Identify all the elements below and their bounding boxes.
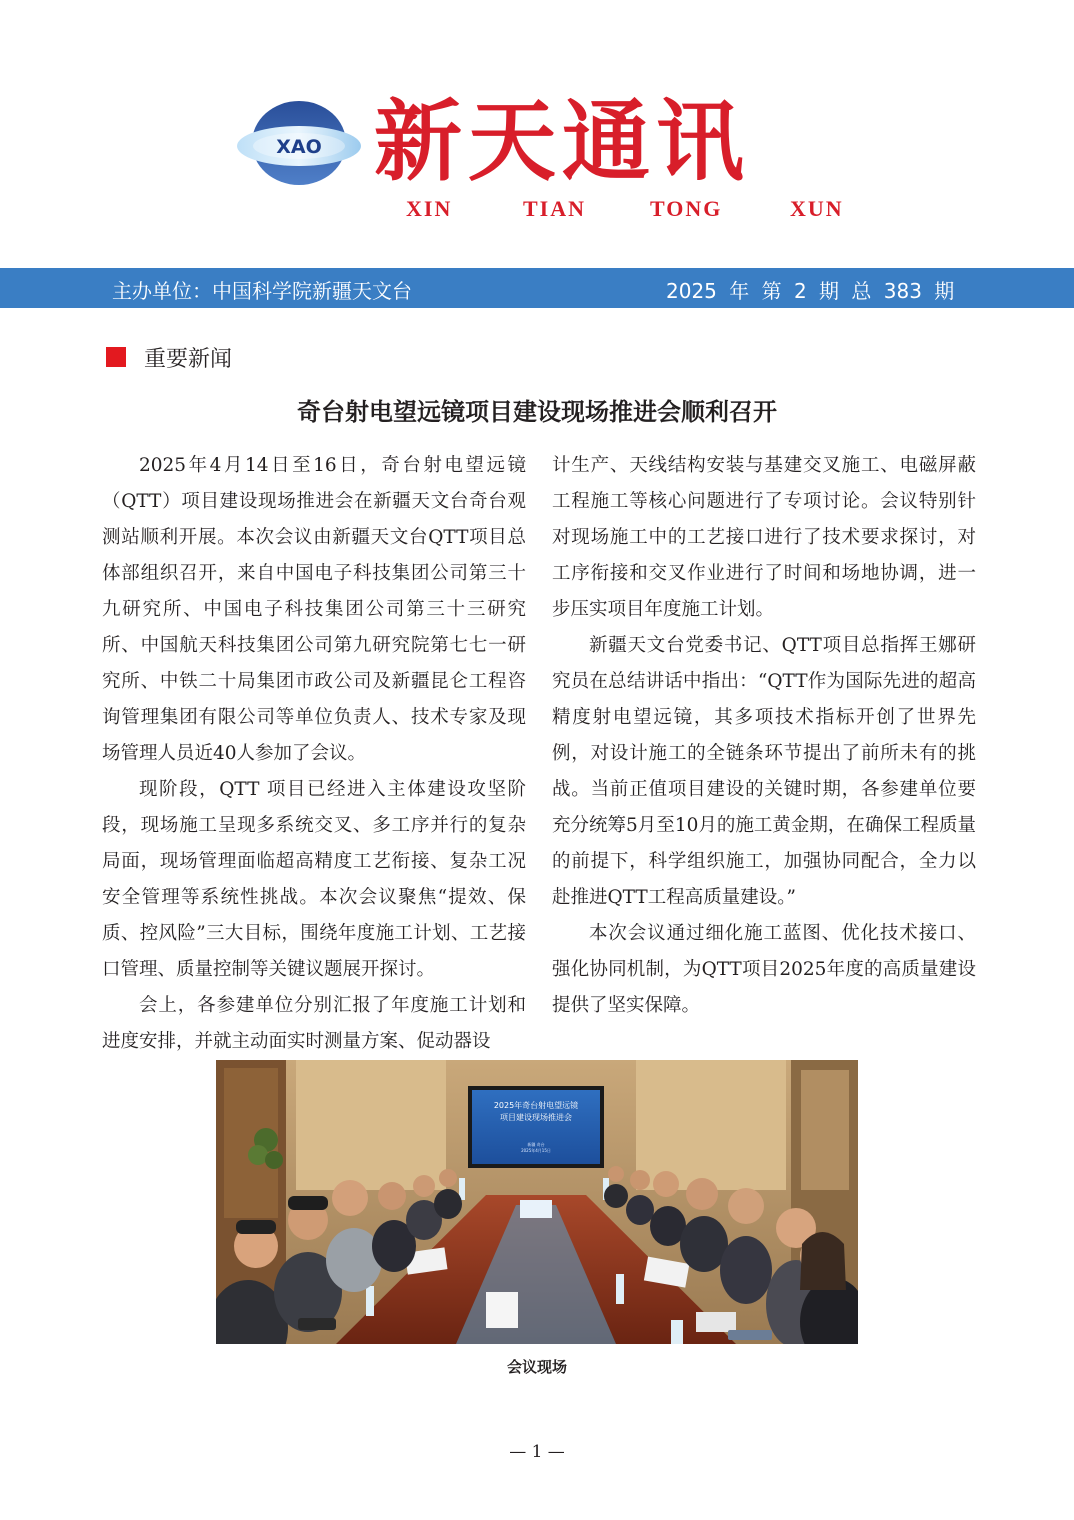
newsletter-title: 新天通讯 — [374, 89, 751, 193]
pinyin-line — [0, 196, 1074, 222]
red-square-icon — [106, 347, 126, 367]
article-paragraph: 2025年4月14日至16日，奇台射电望远镜（QTT）项目建设现场推进会在新疆天文台奇台观测站顺利开展。本次会议由新疆天文台QTT项目总体部组织召开，来自中国电子科技集团公司第三十九研究所、中国电子科技集团公司第三十三研究所、中国航天科技集团公司第九研究院第七七一研究所、中铁二十局集团市政公司及新疆昆仑工程咨询管理集团有限公司等单位负责人、技术专家及现场管理人员近40人参加了会议。 — [102, 455, 526, 764]
article-paragraph: 本次会议通过细化施工蓝图、优化技术接口、强化协同机制，为QTT项目2025年度的高质量建设提供了坚实保障。 — [552, 923, 976, 1016]
screen-title-line2: 项目建设现场推进会 — [500, 1113, 572, 1122]
article-headline: 奇台射电望远镜项目建设现场推进会顺利召开 — [297, 398, 777, 426]
pinyin-tian: TIAN — [523, 196, 587, 221]
xao-logo-icon — [236, 100, 362, 186]
issue-info-bar — [0, 268, 1074, 308]
photo-caption: 会议现场 — [506, 1358, 567, 1376]
article-paragraph: 会上，各参建单位分别汇报了年度施工计划和进度安排，并就主动面实时测量方案、促动器设 — [102, 995, 526, 1052]
meeting-photo — [216, 1060, 858, 1344]
page-number: — 1 — — [509, 1442, 565, 1462]
sponsor-text: 主办单位：中国科学院新疆天文台 — [112, 279, 412, 303]
issue-number: 2025 年 第 2 期 总 383 期 — [666, 279, 955, 303]
meeting-room-illustration — [216, 1060, 858, 1344]
pinyin-tong: TONG — [650, 196, 723, 221]
screen-location: 新疆 奇台 — [527, 1142, 545, 1147]
article-column-left — [102, 448, 526, 1060]
section-label: 重要新闻 — [144, 347, 233, 372]
logo-text: XAO — [276, 136, 322, 158]
article-paragraph: 新疆天文台党委书记、QTT项目总指挥王娜研究员在总结讲话中指出：“QTT作为国际先进的超高精度射电望远镜，其多项技术指标开创了世界先例，对设计施工的全链条环节提出了前所未有的挑战。当前正值项目建设的关键时期，各参建单位要充分统筹5月至10月的施工黄金期，在确保工程质量的前提下，科学组织施工，加强协同配合，全力以赴推进QTT工程高质量建设。” — [552, 635, 976, 908]
masthead — [0, 0, 1074, 268]
pinyin-xun: XUN — [790, 196, 844, 221]
article-paragraph-continued: 计生产、天线结构安装与基建交叉施工、电磁屏蔽工程施工等核心问题进行了专项讨论。会议特别针对现场施工中的工艺接口进行了技术要求探讨，对工序衔接和交叉作业进行了时间和场地协调，进一步压实项目年度施工计划。 — [552, 455, 976, 620]
article-paragraph: 现阶段，QTT 项目已经进入主体建设攻坚阶段，现场施工呈现多系统交叉、多工序并行的复杂局面，现场管理面临超高精度工艺衔接、复杂工况安全管理等系统性挑战。本次会议聚焦“提效、保质、控风险”三大目标，围绕年度施工计划、工艺接口管理、质量控制等关键议题展开探讨。 — [102, 779, 526, 980]
screen-title-line1: 2025年奇台射电望远镜 — [493, 1101, 579, 1110]
article-column-right — [552, 448, 976, 1024]
pinyin-xin: XIN — [406, 196, 453, 221]
screen-date: 2025年4月15日 — [521, 1148, 551, 1153]
